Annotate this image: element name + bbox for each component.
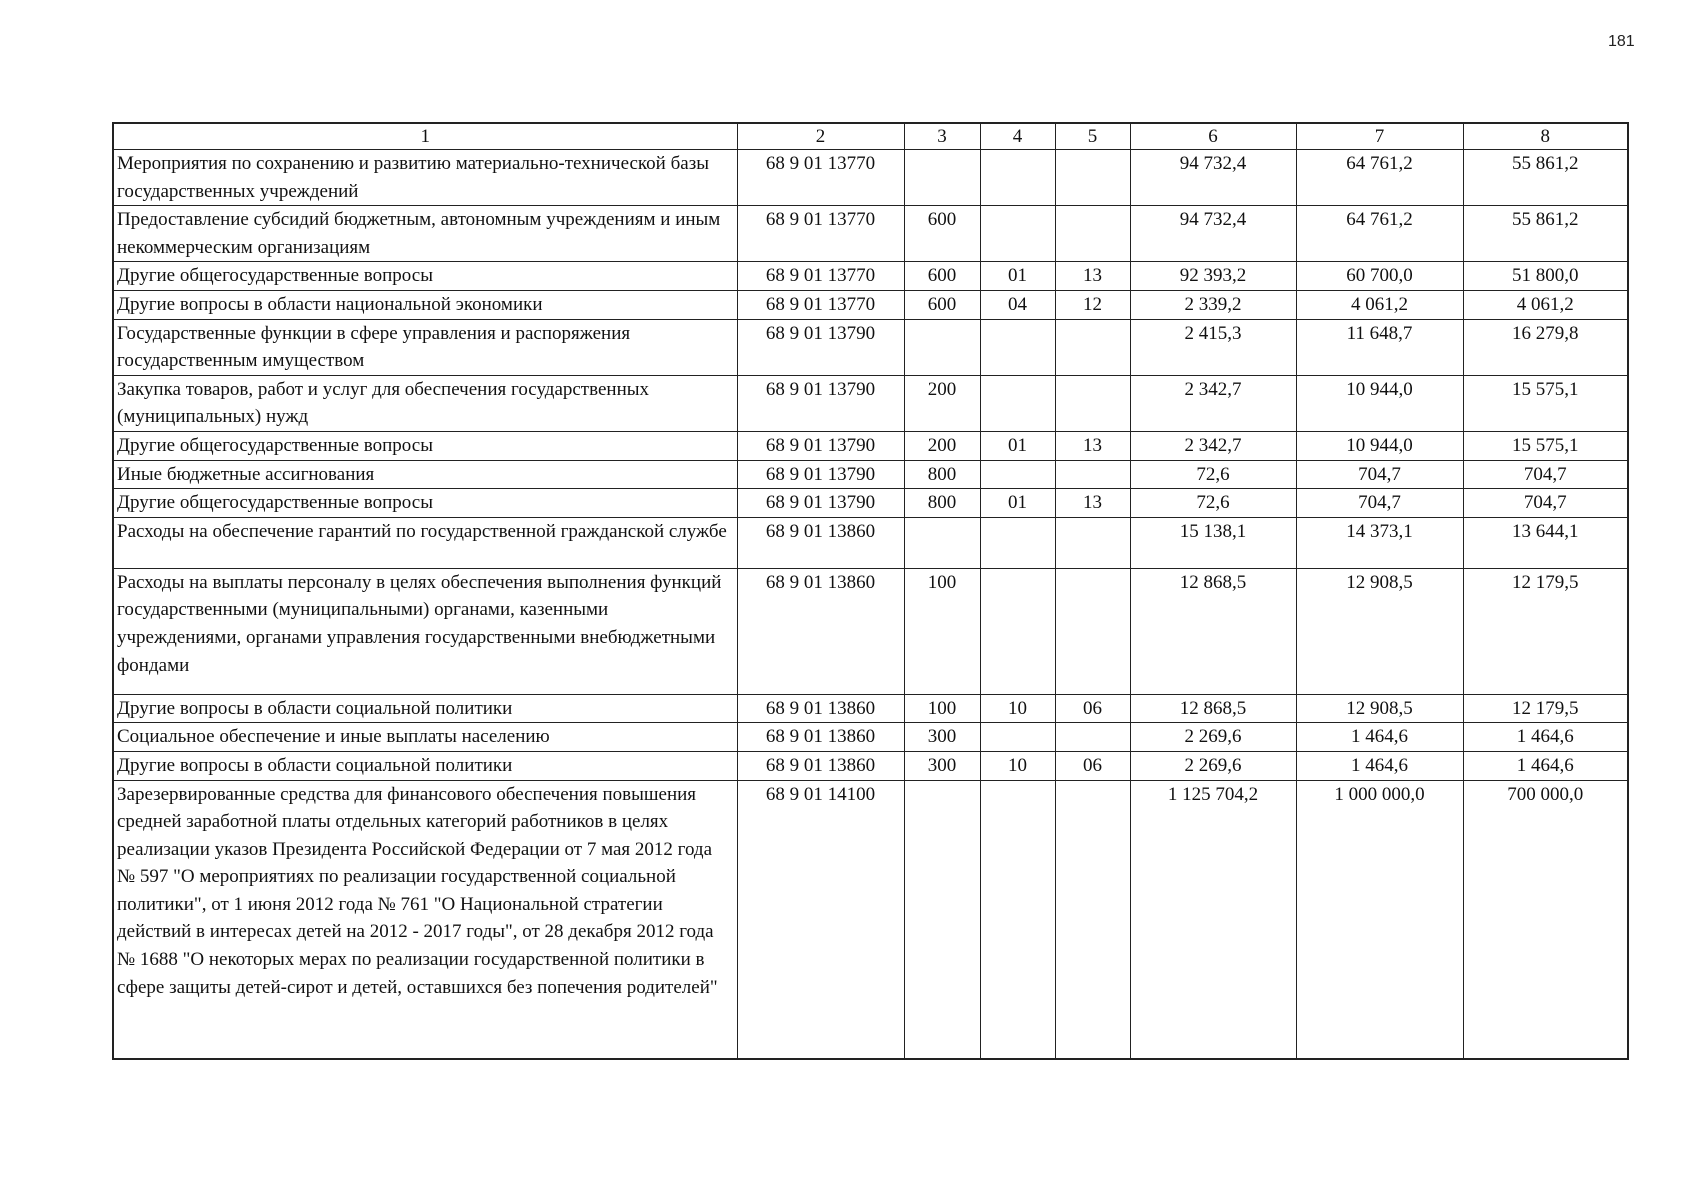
expense-type-cell — [904, 780, 980, 1059]
amount-col7-cell: 14 373,1 — [1296, 517, 1463, 568]
amount-col8-cell: 15 575,1 — [1463, 375, 1628, 431]
row-name-cell: Мероприятия по сохранению и развитию материально-технической базы государственных учреждений — [113, 150, 737, 206]
amount-col6-cell: 94 732,4 — [1130, 206, 1296, 262]
amount-col6-cell: 72,6 — [1130, 489, 1296, 518]
row-name-cell: Иные бюджетные ассигнования — [113, 460, 737, 489]
amount-col8-cell: 12 179,5 — [1463, 694, 1628, 723]
expense-type-cell: 600 — [904, 206, 980, 262]
expense-type-cell: 300 — [904, 723, 980, 752]
amount-col8-cell: 1 464,6 — [1463, 751, 1628, 780]
expense-type-cell: 800 — [904, 460, 980, 489]
row-name-cell: Расходы на выплаты персоналу в целях обеспечения выполнения функций государственными (муниципальными) органами, казенными учреждениями, органами управления государственными внебюджетными фондами — [113, 568, 737, 694]
row-name-cell: Расходы на обеспечение гарантий по государственной гражданской службе — [113, 517, 737, 568]
table-row — [113, 319, 1628, 375]
subsection-cell: 13 — [1055, 262, 1130, 291]
section-cell: 10 — [980, 751, 1055, 780]
header-cell: 3 — [904, 123, 980, 150]
expense-type-cell: 200 — [904, 375, 980, 431]
amount-col8-cell: 13 644,1 — [1463, 517, 1628, 568]
subsection-cell — [1055, 319, 1130, 375]
amount-col7-cell: 60 700,0 — [1296, 262, 1463, 291]
expense-type-cell — [904, 517, 980, 568]
amount-col7-cell: 1 464,6 — [1296, 751, 1463, 780]
amount-col6-cell: 2 269,6 — [1130, 723, 1296, 752]
expense-type-cell: 100 — [904, 568, 980, 694]
amount-col7-cell: 12 908,5 — [1296, 568, 1463, 694]
amount-col7-cell: 10 944,0 — [1296, 431, 1463, 460]
amount-col6-cell: 2 342,7 — [1130, 375, 1296, 431]
table-row — [113, 150, 1628, 206]
amount-col8-cell: 12 179,5 — [1463, 568, 1628, 694]
header-cell: 6 — [1130, 123, 1296, 150]
section-cell — [980, 206, 1055, 262]
amount-col6-cell: 12 868,5 — [1130, 694, 1296, 723]
amount-col6-cell: 92 393,2 — [1130, 262, 1296, 291]
expense-type-cell: 600 — [904, 262, 980, 291]
code-cell: 68 9 01 13860 — [737, 517, 904, 568]
amount-col7-cell: 704,7 — [1296, 460, 1463, 489]
expense-type-cell: 100 — [904, 694, 980, 723]
code-cell: 68 9 01 13790 — [737, 489, 904, 518]
section-cell — [980, 568, 1055, 694]
table-row — [113, 517, 1628, 568]
table-row — [113, 694, 1628, 723]
amount-col7-cell: 1 464,6 — [1296, 723, 1463, 752]
subsection-cell: 13 — [1055, 431, 1130, 460]
section-cell — [980, 150, 1055, 206]
row-name-cell: Социальное обеспечение и иные выплаты населению — [113, 723, 737, 752]
amount-col6-cell: 2 269,6 — [1130, 751, 1296, 780]
header-cell: 8 — [1463, 123, 1628, 150]
expense-type-cell: 300 — [904, 751, 980, 780]
budget-table — [112, 122, 1629, 1060]
amount-col7-cell: 64 761,2 — [1296, 206, 1463, 262]
amount-col7-cell: 10 944,0 — [1296, 375, 1463, 431]
page-number: 181 — [1608, 33, 1635, 50]
amount-col8-cell: 16 279,8 — [1463, 319, 1628, 375]
amount-col6-cell: 12 868,5 — [1130, 568, 1296, 694]
section-cell: 04 — [980, 290, 1055, 319]
table-row — [113, 290, 1628, 319]
table-row — [113, 568, 1628, 694]
code-cell: 68 9 01 13790 — [737, 460, 904, 489]
header-cell: 2 — [737, 123, 904, 150]
row-name-cell: Предоставление субсидий бюджетным, автономным учреждениям и иным некоммерческим организациям — [113, 206, 737, 262]
section-cell — [980, 780, 1055, 1059]
amount-col7-cell: 11 648,7 — [1296, 319, 1463, 375]
code-cell: 68 9 01 14100 — [737, 780, 904, 1059]
row-name-cell: Другие общегосударственные вопросы — [113, 431, 737, 460]
subsection-cell: 06 — [1055, 694, 1130, 723]
amount-col7-cell: 1 000 000,0 — [1296, 780, 1463, 1059]
section-cell — [980, 319, 1055, 375]
expense-type-cell — [904, 150, 980, 206]
subsection-cell: 13 — [1055, 489, 1130, 518]
code-cell: 68 9 01 13770 — [737, 206, 904, 262]
amount-col8-cell: 700 000,0 — [1463, 780, 1628, 1059]
row-name-cell: Другие общегосударственные вопросы — [113, 489, 737, 518]
code-cell: 68 9 01 13860 — [737, 694, 904, 723]
amount-col6-cell: 2 415,3 — [1130, 319, 1296, 375]
expense-type-cell: 800 — [904, 489, 980, 518]
header-row — [113, 123, 1628, 150]
row-name-cell: Закупка товаров, работ и услуг для обеспечения государственных (муниципальных) нужд — [113, 375, 737, 431]
amount-col8-cell: 55 861,2 — [1463, 206, 1628, 262]
expense-type-cell — [904, 319, 980, 375]
amount-col6-cell: 94 732,4 — [1130, 150, 1296, 206]
code-cell: 68 9 01 13790 — [737, 319, 904, 375]
amount-col7-cell: 4 061,2 — [1296, 290, 1463, 319]
section-cell: 01 — [980, 489, 1055, 518]
subsection-cell — [1055, 375, 1130, 431]
amount-col6-cell: 15 138,1 — [1130, 517, 1296, 568]
header-cell: 5 — [1055, 123, 1130, 150]
subsection-cell — [1055, 150, 1130, 206]
subsection-cell — [1055, 206, 1130, 262]
amount-col8-cell: 704,7 — [1463, 489, 1628, 518]
amount-col7-cell: 704,7 — [1296, 489, 1463, 518]
amount-col6-cell: 2 339,2 — [1130, 290, 1296, 319]
amount-col8-cell: 1 464,6 — [1463, 723, 1628, 752]
table-row — [113, 489, 1628, 518]
row-name-cell: Другие вопросы в области социальной политики — [113, 694, 737, 723]
table-row — [113, 375, 1628, 431]
row-name-cell: Другие вопросы в области национальной экономики — [113, 290, 737, 319]
table-row — [113, 206, 1628, 262]
subsection-cell — [1055, 723, 1130, 752]
code-cell: 68 9 01 13790 — [737, 375, 904, 431]
table-row — [113, 723, 1628, 752]
table-row — [113, 431, 1628, 460]
table-row — [113, 780, 1628, 1059]
table-row — [113, 460, 1628, 489]
row-name-cell: Другие вопросы в области социальной политики — [113, 751, 737, 780]
code-cell: 68 9 01 13770 — [737, 150, 904, 206]
code-cell: 68 9 01 13860 — [737, 568, 904, 694]
code-cell: 68 9 01 13790 — [737, 431, 904, 460]
header-cell: 4 — [980, 123, 1055, 150]
row-name-cell: Зарезервированные средства для финансового обеспечения повышения средней заработной платы отдельных категорий работников в целях реализации указов Президента Российской Федерации от 7 мая 2012 года № 597 "О мероприятиях по реализации государственной социальной политики", от 1 июня 2012 года № 761 "О Национальной стратегии действий в интересах детей на 2012 - 2017 годы", от 28 декабря 2012 года № 1688 "О некоторых мерах по реализации государственной политики в сфере защиты детей-сирот и детей, оставшихся без попечения родителей" — [113, 780, 737, 1059]
header-cell: 1 — [113, 123, 737, 150]
amount-col6-cell: 2 342,7 — [1130, 431, 1296, 460]
subsection-cell — [1055, 568, 1130, 694]
section-cell — [980, 517, 1055, 568]
section-cell: 01 — [980, 431, 1055, 460]
section-cell — [980, 375, 1055, 431]
amount-col6-cell: 72,6 — [1130, 460, 1296, 489]
subsection-cell — [1055, 780, 1130, 1059]
row-name-cell: Другие общегосударственные вопросы — [113, 262, 737, 291]
section-cell — [980, 460, 1055, 489]
code-cell: 68 9 01 13770 — [737, 262, 904, 291]
amount-col8-cell: 704,7 — [1463, 460, 1628, 489]
subsection-cell: 12 — [1055, 290, 1130, 319]
subsection-cell — [1055, 460, 1130, 489]
amount-col8-cell: 15 575,1 — [1463, 431, 1628, 460]
code-cell: 68 9 01 13860 — [737, 723, 904, 752]
code-cell: 68 9 01 13860 — [737, 751, 904, 780]
section-cell: 10 — [980, 694, 1055, 723]
amount-col7-cell: 12 908,5 — [1296, 694, 1463, 723]
code-cell: 68 9 01 13770 — [737, 290, 904, 319]
subsection-cell — [1055, 517, 1130, 568]
amount-col8-cell: 4 061,2 — [1463, 290, 1628, 319]
subsection-cell: 06 — [1055, 751, 1130, 780]
row-name-cell: Государственные функции в сфере управления и распоряжения государственным имуществом — [113, 319, 737, 375]
amount-col6-cell: 1 125 704,2 — [1130, 780, 1296, 1059]
amount-col7-cell: 64 761,2 — [1296, 150, 1463, 206]
header-cell: 7 — [1296, 123, 1463, 150]
section-cell — [980, 723, 1055, 752]
expense-type-cell: 600 — [904, 290, 980, 319]
amount-col8-cell: 55 861,2 — [1463, 150, 1628, 206]
expense-type-cell: 200 — [904, 431, 980, 460]
table-row — [113, 262, 1628, 291]
amount-col8-cell: 51 800,0 — [1463, 262, 1628, 291]
table-row — [113, 751, 1628, 780]
section-cell: 01 — [980, 262, 1055, 291]
